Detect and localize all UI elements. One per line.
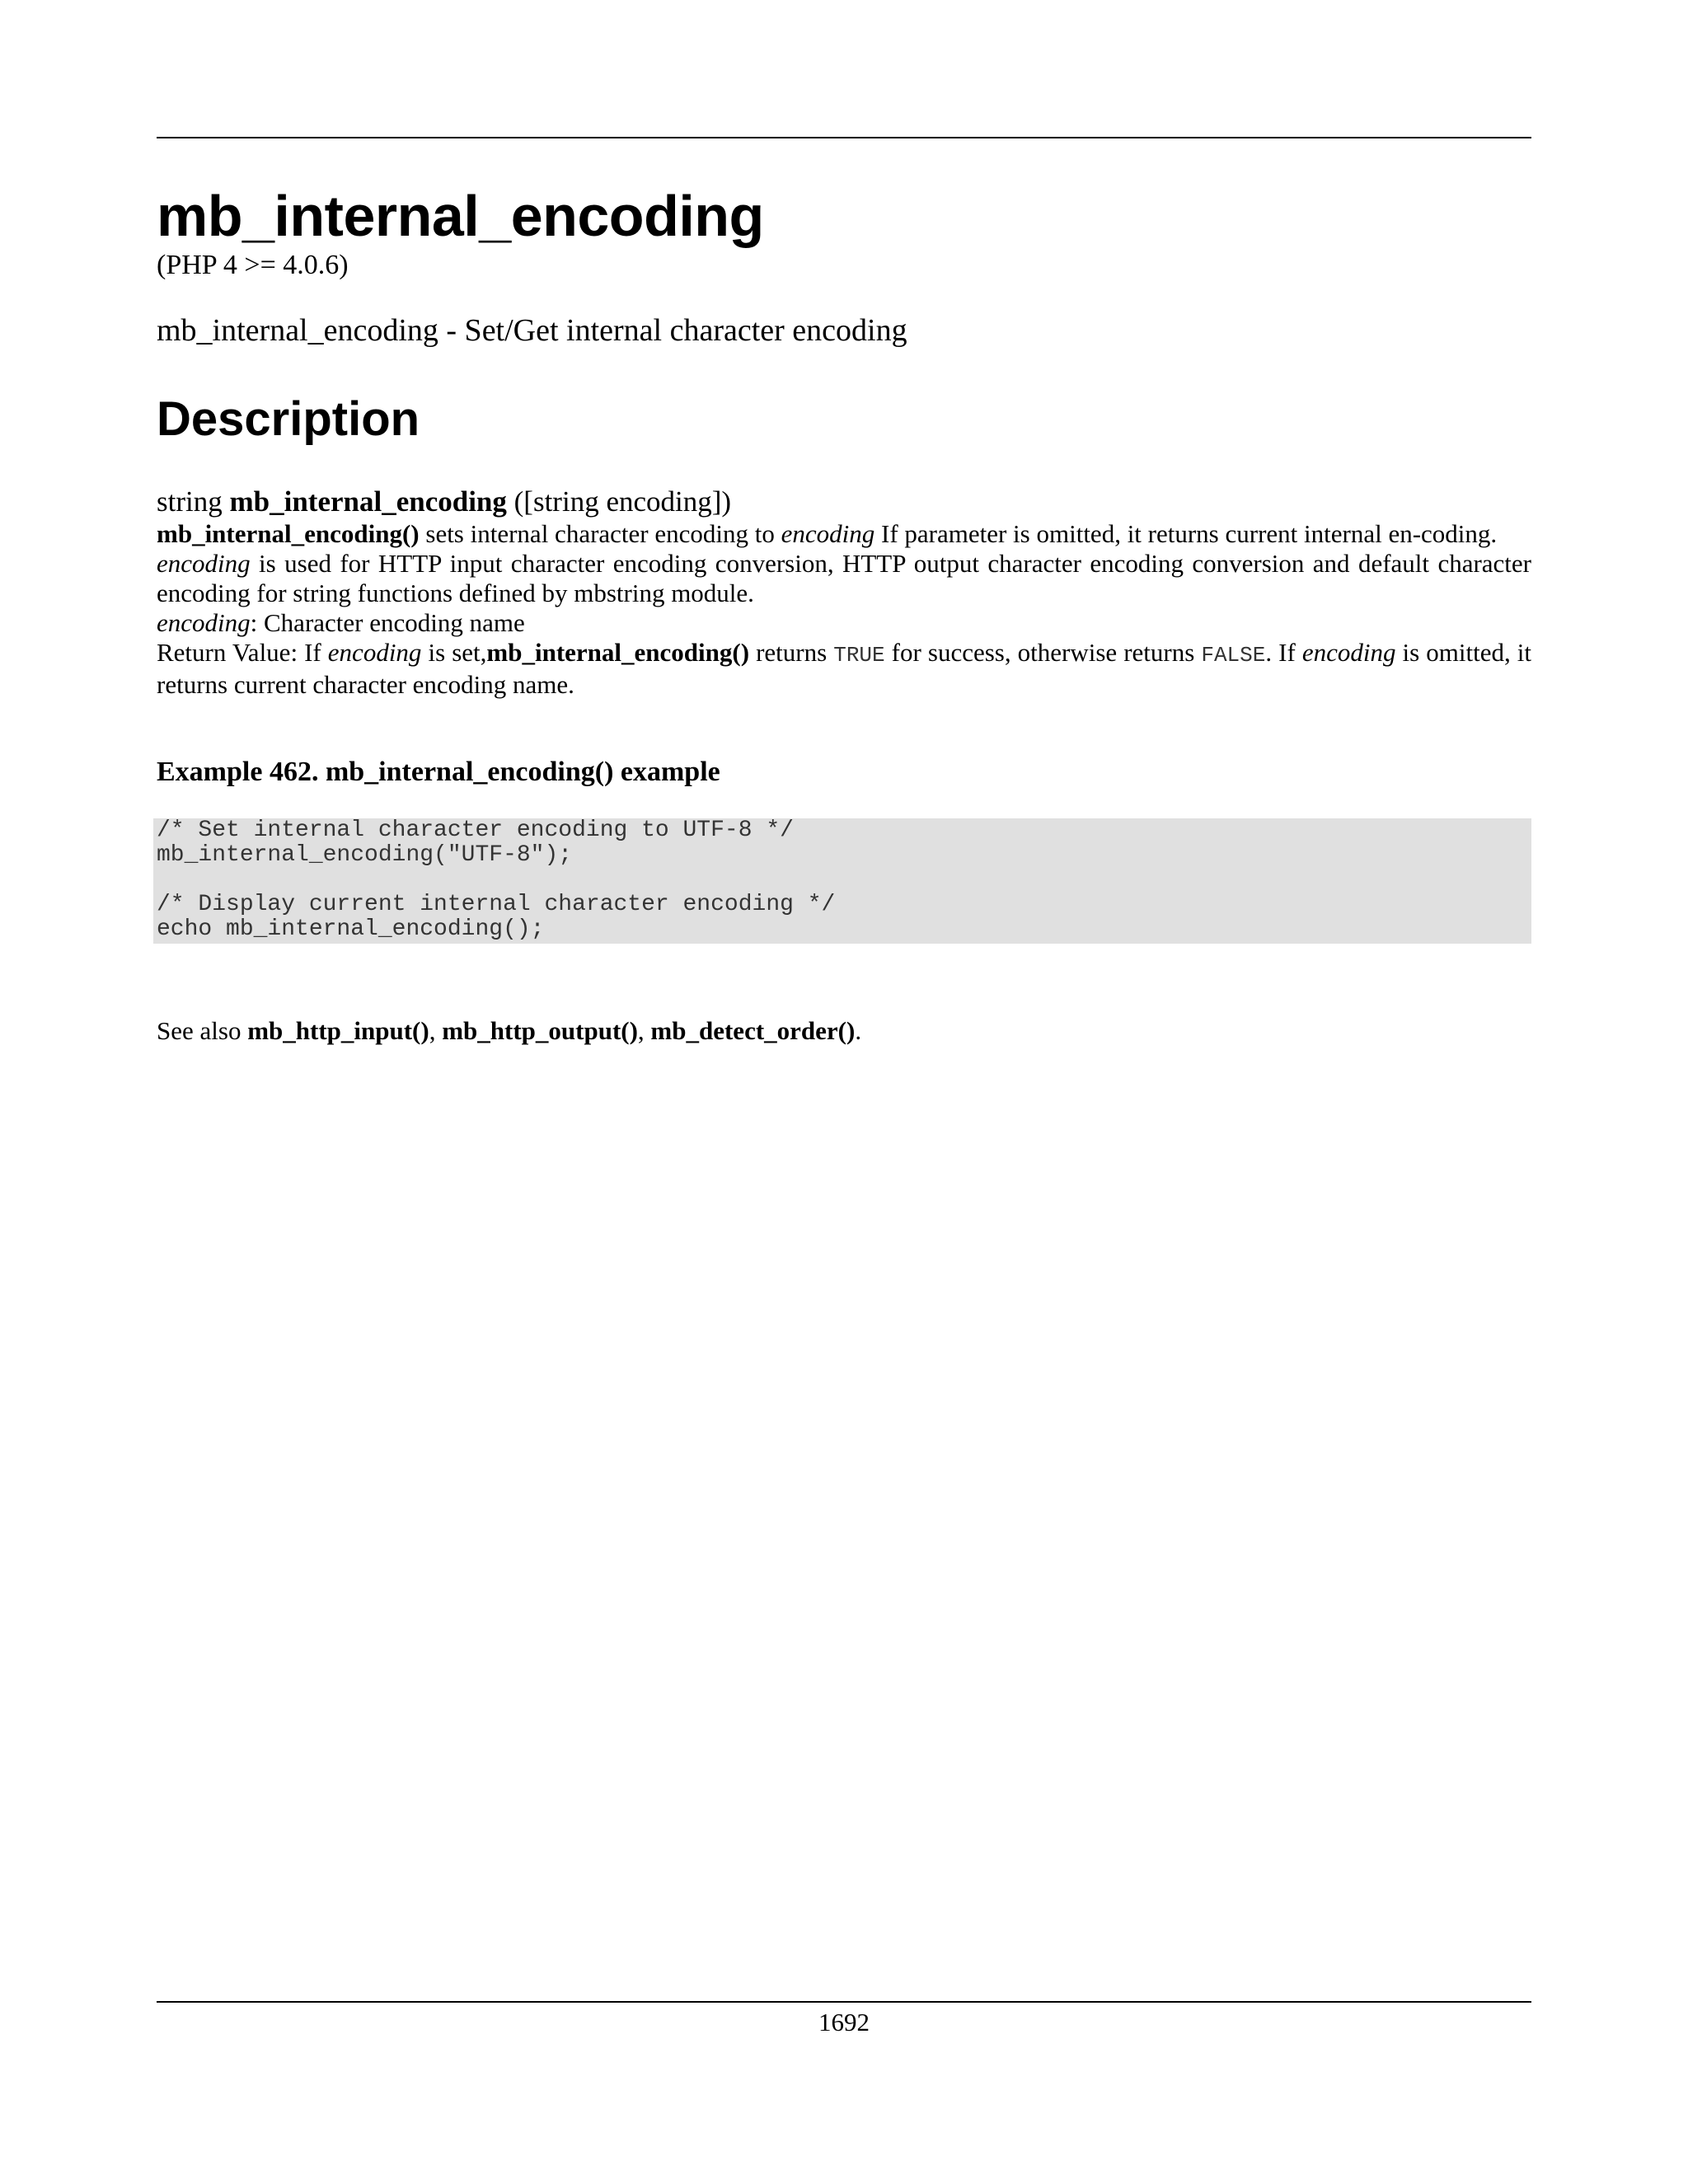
separator: ,	[429, 1016, 443, 1045]
link-mb-http-input[interactable]: mb_http_input()	[247, 1016, 429, 1045]
code-blank-line	[157, 868, 1531, 893]
text-fragment: If parameter is omitted, it returns current internal en-coding.	[874, 519, 1498, 548]
constant-true: TRUE	[833, 643, 885, 668]
text-fragment: Return Value: If	[157, 638, 328, 667]
code-line: /* Display current internal character encoding */	[157, 892, 836, 917]
see-also	[157, 1016, 1531, 1046]
header-rule	[157, 137, 1531, 138]
footer-rule	[157, 2001, 1531, 2003]
text-fragment: is set,	[421, 638, 487, 667]
param-ref: encoding	[781, 519, 875, 548]
code-line: /* Set internal character encoding to UTF-8 */	[157, 818, 794, 843]
synopsis-params: ([string encoding])	[513, 485, 732, 518]
function-title: mb_internal_encoding	[157, 184, 764, 248]
document-page	[157, 0, 1531, 2184]
paragraph-return-value	[157, 638, 1531, 700]
example-title: Example 462. mb_internal_encoding() example	[157, 757, 720, 787]
func-ref: mb_internal_encoding()	[157, 519, 420, 548]
separator: ,	[637, 1016, 651, 1045]
param-ref: encoding	[157, 608, 251, 637]
paragraph-sets-encoding	[157, 519, 1531, 549]
paragraph-encoding-name	[157, 608, 1531, 638]
text-fragment: . If	[1265, 638, 1302, 667]
constant-false: FALSE	[1201, 643, 1266, 668]
param-ref: encoding	[1301, 638, 1396, 667]
text-fragment: sets internal character encoding to	[419, 519, 781, 548]
code-line: mb_internal_encoding("UTF-8");	[157, 842, 573, 868]
param-ref: encoding	[327, 638, 422, 667]
text-fragment: returns	[749, 638, 834, 667]
description-heading: Description	[157, 392, 420, 446]
code-line: echo mb_internal_encoding();	[157, 916, 545, 942]
text-fragment: is used for HTTP input character encoding conversion, HTTP output character encoding conversion and default character encoding for string functions defined by mbstring module.	[157, 549, 1531, 607]
see-also-prefix: See also	[157, 1016, 248, 1045]
synopsis-function-name: mb_internal_encoding	[229, 485, 507, 518]
page-number: 1692	[818, 2008, 870, 2036]
link-mb-detect-order[interactable]: mb_detect_order()	[650, 1016, 856, 1045]
text-fragment: is omitted, it returns current character encoding name.	[157, 638, 1532, 699]
function-purpose: mb_internal_encoding - Set/Get internal character encoding	[157, 313, 907, 348]
text-fragment: for success, otherwise returns	[884, 638, 1202, 667]
see-also-suffix: .	[855, 1016, 862, 1045]
link-mb-http-output[interactable]: mb_http_output()	[442, 1016, 638, 1045]
page-content	[157, 183, 1531, 1046]
version-info: (PHP 4 >= 4.0.6)	[157, 250, 349, 280]
param-ref: encoding	[157, 549, 251, 578]
paragraph-encoding-usage	[157, 549, 1531, 608]
code-example	[153, 818, 1531, 944]
func-ref: mb_internal_encoding()	[486, 638, 750, 667]
synopsis-return-type: string	[157, 485, 223, 518]
function-synopsis	[157, 485, 1531, 519]
text-fragment: : Character encoding name	[250, 608, 525, 637]
